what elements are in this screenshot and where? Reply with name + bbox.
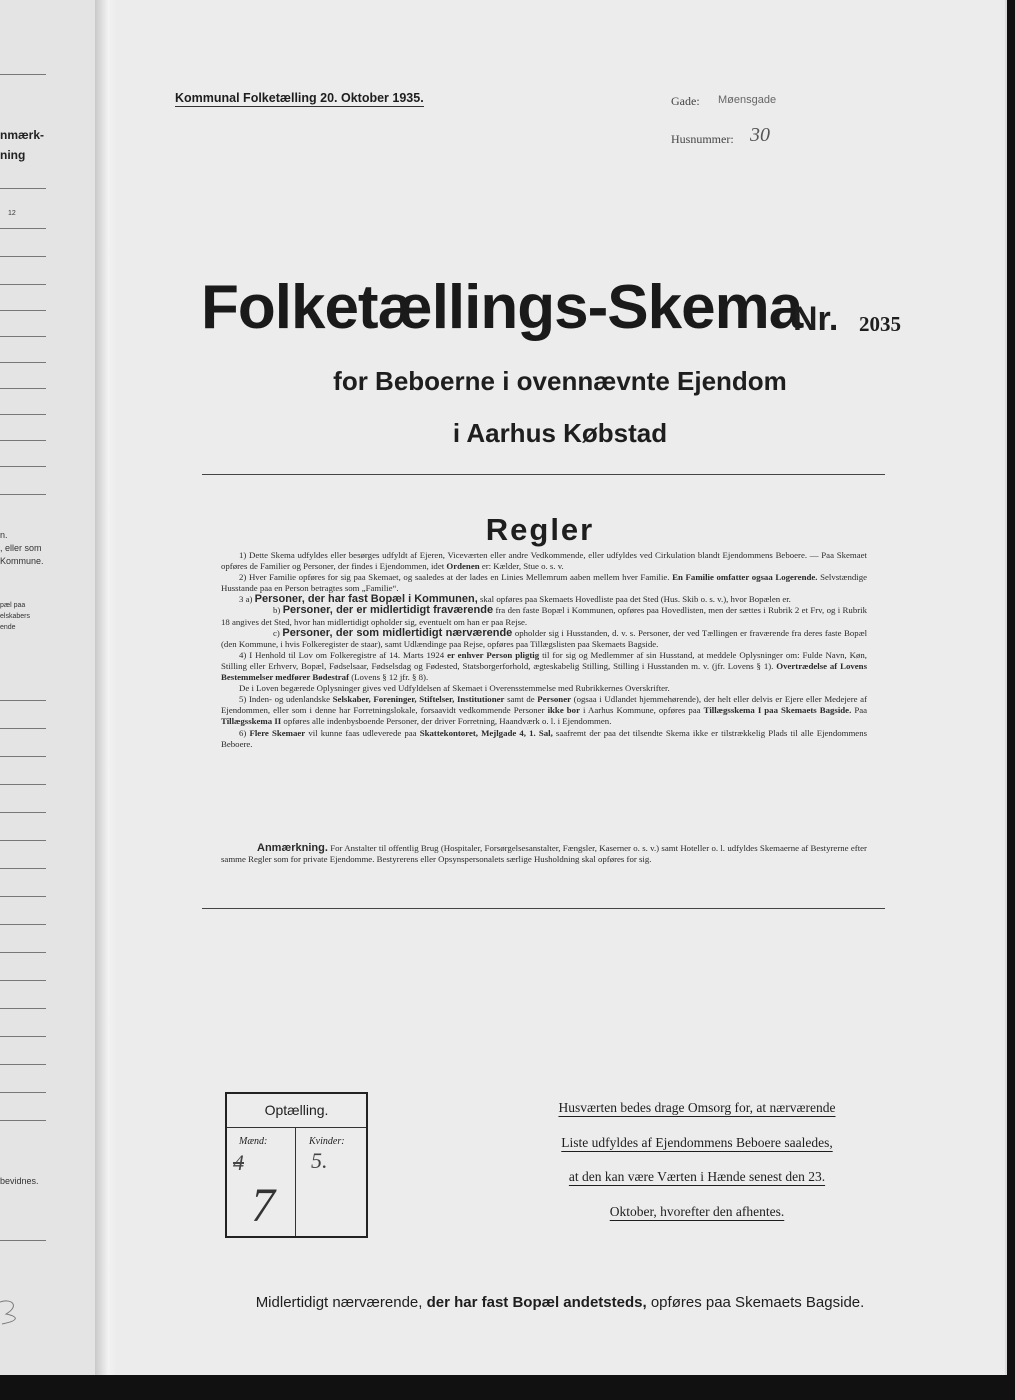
left-rule [0, 256, 46, 257]
left-rule [0, 756, 46, 757]
left-rule [0, 896, 46, 897]
host-notice-line: Liste udfyldes af Ejendommens Beboere saaledes, [561, 1135, 833, 1150]
left-rule [0, 812, 46, 813]
men-label: Mænd: [239, 1136, 268, 1147]
left-signature-scribble [0, 1296, 30, 1326]
count-title: Optælling. [264, 1102, 329, 1118]
rules-text [221, 550, 867, 750]
host-notice-line: Husværten bedes drage Omsorg for, at nærværende [558, 1100, 836, 1115]
left-fragment: ende [0, 624, 16, 631]
left-rule [0, 188, 46, 189]
left-rule [0, 868, 46, 869]
census-title: Kommunal Folketælling 20. Oktober 1935. [175, 91, 424, 105]
left-rule [0, 284, 46, 285]
street-label: Gade: [671, 94, 700, 108]
book-gutter [95, 0, 117, 1375]
left-page-fragment [0, 0, 98, 1375]
left-fragment: 12 [8, 210, 16, 217]
form-subtitle-city: i Aarhus Købstad [452, 418, 668, 448]
left-rule [0, 336, 46, 337]
divider [202, 908, 885, 909]
left-fragment: elskabers [0, 613, 30, 620]
count-divider [227, 1127, 366, 1128]
left-rule [0, 440, 46, 441]
house-number-label: Husnummer: [671, 132, 734, 146]
rule-1: 1) Dette Skema udfyldes eller besørges udfyldt af Ejeren, Viceværten eller andre Vedkommende, eller udfyldes ved Cirkulation blandt Ejendommens Beboere. — Paa Skemaet opføres de Familier og Personer, der findes i Ejendommen, idet Ordenen er: Kælder, Stue o. s. v. [221, 550, 867, 572]
divider [202, 474, 885, 475]
rules-heading: Regler [485, 512, 595, 547]
rule-3c: c) Personer, der som midlertidigt nærværende opholder sig i Husstanden, d. v. s. Personer, der ved Tællingen er fraværende fra deres faste Bopæl (den Kommune, i hvis Folkeregister de staar), samt Udlændinge paa Rejse, opføres paa Tillægslisten paa Skemaets Bagside. [221, 626, 868, 649]
left-rule [0, 466, 46, 467]
left-rule [0, 784, 46, 785]
left-rule [0, 1120, 46, 1121]
count-box [225, 1092, 368, 1238]
left-rule [0, 494, 46, 495]
women-count: 5. [311, 1148, 328, 1173]
left-rule [0, 1092, 46, 1093]
rule-6: 6) Flere Skemaer vil kunne faas udleverede paa Skattekontoret, Mejlgade 4, 1. Sal, saafremt der paa det tilsendte Skema ikke er tilstrækkelig Plads til alle Ejendommens Beboere. [221, 727, 868, 749]
rule-3a: 3 a) Personer, der har fast Bopæl i Kommunen, skal opføres paa Skemaets Hovedliste paa det Sted (Hus. Skib o. s. v.), hvor Bopælen er. [239, 593, 791, 606]
left-rule [0, 74, 46, 75]
footer-notice: Midlertidigt nærværende, der har fast Bopæl andetsteds, opføres paa Skemaets Bagside. [255, 1294, 865, 1311]
remark-text: For Anstalter til offentlig Brug (Hospitaler, Forsørgelsesanstalter, Fængsler, Kaserner o. s. v.) samt Hoteller o. l. udfyldes Skemaerne af Bestyrerne efter samme Regler som for private Ejendomme. Bestyrerens eller Opsynspersonalets særlige Husholdning skal opføres for sig. [221, 843, 867, 865]
left-fragment: nmærk- [0, 128, 45, 142]
house-number-value: 30 [750, 124, 770, 146]
rule-2: 2) Hver Familie opføres for sig paa Skemaet, og saaledes at der lades en Linies Mellemrum aaben mellem hver Familie. En Familie omfatter ogsaa Logerende. Selvstændige Husstande paa en Person betragtes som „Familie“. [221, 572, 868, 594]
left-fragment: bevidnes. [0, 1176, 39, 1186]
left-rule [0, 728, 46, 729]
host-notice-line: Oktober, hvorefter den afhentes. [609, 1204, 785, 1219]
left-rule [0, 1036, 46, 1037]
left-rule [0, 1064, 46, 1065]
rule-4-note: De i Loven begærede Oplysninger gives ved Udfyldelsen af Skemaet i Overensstemmelse med Rubrikkernes Overskrifter. [239, 683, 670, 694]
left-rule [0, 700, 46, 701]
form-number-label: Nr. [793, 300, 839, 338]
left-fragment: pæl paa [0, 602, 26, 609]
form-title: Folketællings-Skema [201, 273, 803, 342]
remark-section [221, 843, 867, 865]
rule-3b: b) Personer, der er midlertidigt fraværende fra den faste Bopæl i Kommunen, opføres paa Hovedlisten, men der sættes i Rubrik 2 et Frv, og i Rubrik 18 angives det Sted, hvor han midlertidigt opholder sig, eventuelt om han er paa Rejse. [221, 604, 867, 627]
host-notice-line: at den kan være Værten i Hænde senest den 23. [568, 1169, 826, 1184]
left-rule [0, 362, 46, 363]
left-fragment: n. [0, 530, 8, 540]
street-value: Møensgade [718, 94, 777, 106]
form-number-value: 2035 [859, 312, 901, 336]
rule-4: 4) I Henhold til Lov om Folkeregistre af 14. Marts 1924 er enhver Person pligtig til for sig og Medlemmer af sin Husstand, at meddele Oplysninger om: Fulde Navn, Køn, Stilling eller Erhverv, Bopæl, Fødselsaar, Fødselsdag og Fødested, Statsborgerforhold, ægteskabelig Stilling, Stilling i Husstanden m. v. (jfr. Lovens § 1). Overtrædelse af Lovens Bestemmelser medfører Bødestraf (Lovens § 12 jfr. § 8). [221, 649, 868, 683]
left-rule [0, 840, 46, 841]
left-rule [0, 1240, 46, 1241]
left-rule [0, 228, 46, 229]
left-fragment: , eller som [0, 543, 42, 553]
left-rule [0, 414, 46, 415]
women-label: Kvinder: [309, 1136, 345, 1147]
left-rule [0, 952, 46, 953]
left-rule [0, 1008, 46, 1009]
men-count-struck: 4 [233, 1150, 244, 1175]
form-subtitle: for Beboerne i ovennævnte Ejendom [333, 366, 787, 396]
remark-heading: Anmærkning. [257, 842, 328, 854]
left-rule [0, 980, 46, 981]
census-form-page [115, 0, 1005, 1375]
left-fragment: ning [0, 148, 26, 162]
men-count: 7 [251, 1179, 275, 1232]
rule-5: 5) Inden- og udenlandske Selskaber, Foreninger, Stiftelser, Institutioner samt de Personer (ogsaa i Udlandet hjemmehørende), der helt eller delvis er Ejere eller Medejere af Ejendommen, eller som i denne har Forretningslokale, forsaavidt vedkommende Personer ikke bor i Aarhus Kommune, opføres paa Tillægsskema I paa Skemaets Bagside. Paa Tillægsskema II opføres alle indenbysboende Personer, der driver Forretning, Haandværk o. l. i Ejendommen. [221, 694, 868, 727]
left-rule [0, 310, 46, 311]
left-rule [0, 924, 46, 925]
left-rule [0, 388, 46, 389]
count-column-divider [295, 1127, 296, 1236]
left-fragment: Kommune. [0, 556, 44, 566]
